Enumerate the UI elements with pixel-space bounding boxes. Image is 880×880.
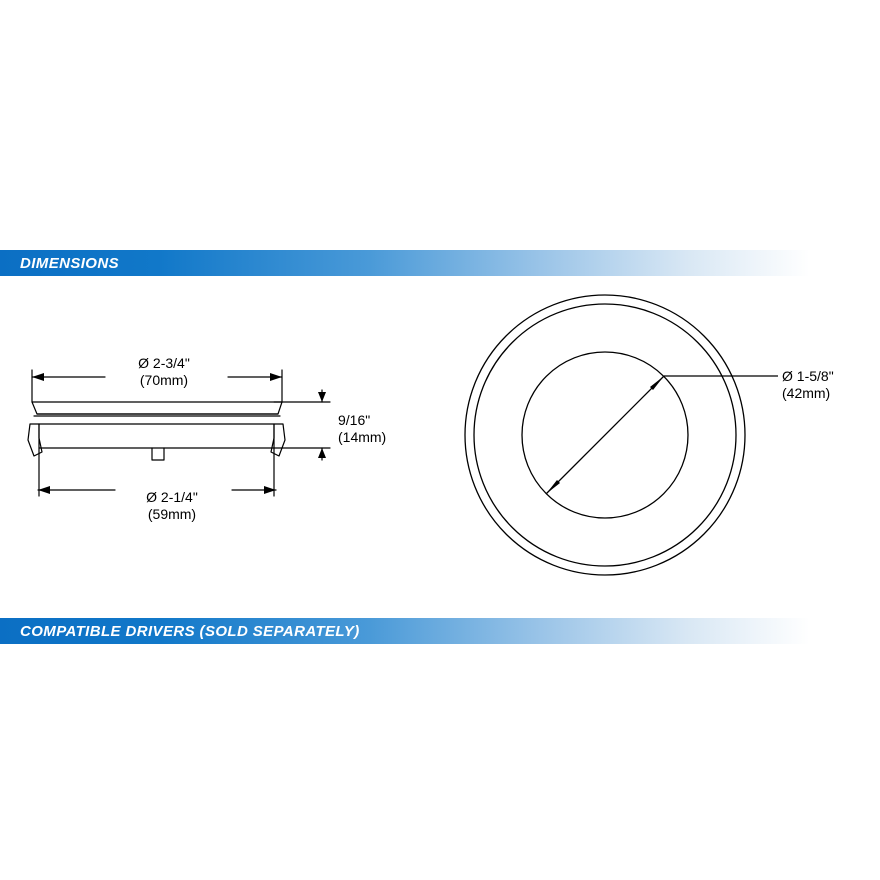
dimension-inner-diameter-inches: Ø 2-1/4" xyxy=(146,489,198,505)
dimension-outer-diameter-mm: (70mm) xyxy=(139,372,189,388)
top-view-diagram xyxy=(460,280,840,590)
dimension-outer-diameter-inches: Ø 2-3/4" xyxy=(138,355,190,371)
section-header-compatible-drivers-label: COMPATIBLE DRIVERS (SOLD SEPARATELY) xyxy=(20,622,360,640)
dimension-bore-diameter-mm: (42mm) xyxy=(782,385,831,401)
dimension-height-mm: (14mm) xyxy=(338,429,387,445)
dimension-bore-diameter-inches: Ø 1-5/8" xyxy=(782,368,834,384)
dimension-label-height xyxy=(338,412,408,446)
section-header-dimensions xyxy=(0,250,880,276)
dimension-inner-diameter-mm: (59mm) xyxy=(147,506,197,522)
dimension-label-bore-diameter xyxy=(782,368,880,402)
section-header-dimensions-label: DIMENSIONS xyxy=(20,254,120,272)
section-header-compatible-drivers xyxy=(0,618,880,644)
dimension-height-inches: 9/16" xyxy=(338,412,371,428)
dimension-label-inner-diameter xyxy=(112,489,232,523)
dimension-label-outer-diameter xyxy=(104,355,224,389)
